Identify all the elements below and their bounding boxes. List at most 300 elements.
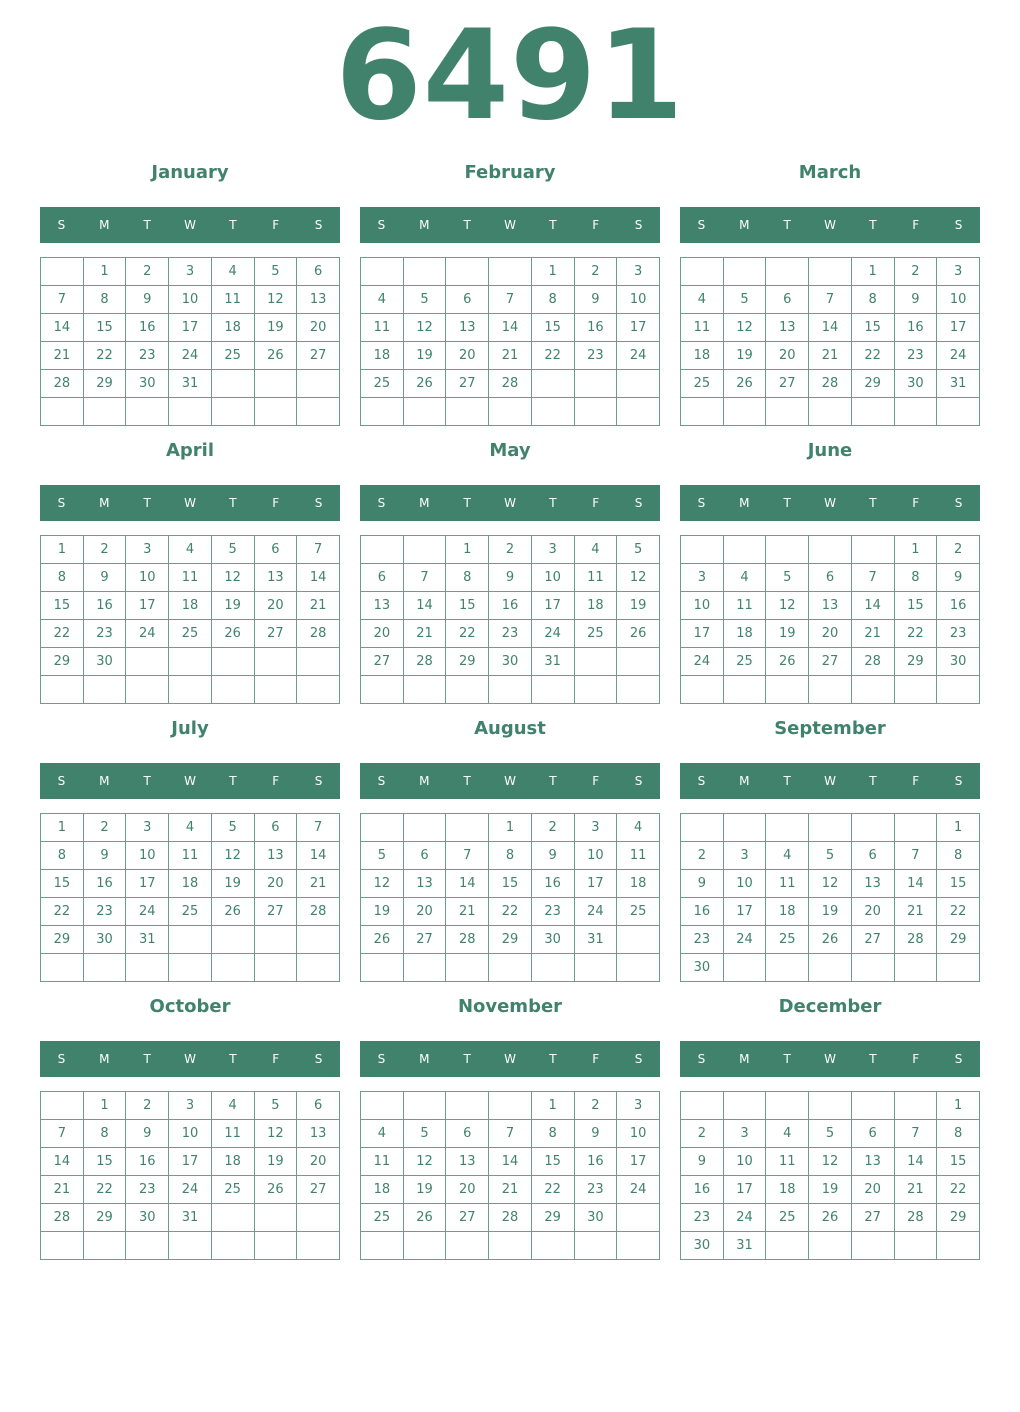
day-cell: 15 [489, 870, 532, 898]
weekday-label: S [697, 218, 706, 232]
day-cell: 3 [574, 814, 617, 842]
day-cell: 19 [617, 592, 660, 620]
weekday-label: W [504, 218, 516, 232]
empty-day-cell [254, 926, 297, 954]
weekday-label: T [783, 774, 791, 788]
empty-day-cell [617, 398, 660, 426]
empty-day-cell [211, 398, 254, 426]
week-row [41, 258, 340, 286]
day-grid [680, 1091, 980, 1260]
day-cell: 13 [851, 1148, 894, 1176]
empty-day-cell [574, 648, 617, 676]
week-row [361, 1148, 660, 1176]
day-cell: 30 [126, 370, 169, 398]
day-cell: 23 [574, 1176, 617, 1204]
day-cell: 26 [403, 1204, 446, 1232]
empty-day-cell [83, 398, 126, 426]
day-cell: 15 [531, 1148, 574, 1176]
week-row [41, 536, 340, 564]
day-cell: 30 [681, 1232, 724, 1260]
empty-day-cell [297, 1204, 340, 1232]
day-cell: 28 [894, 1204, 937, 1232]
day-cell: 29 [894, 648, 937, 676]
day-cell: 19 [766, 620, 809, 648]
day-cell: 17 [126, 870, 169, 898]
week-row [41, 1232, 340, 1260]
day-cell: 16 [531, 870, 574, 898]
week-row [361, 898, 660, 926]
day-cell: 14 [894, 1148, 937, 1176]
day-cell: 18 [361, 1176, 404, 1204]
empty-day-cell [766, 258, 809, 286]
weekday-label: S [57, 496, 66, 510]
empty-day-cell [894, 398, 937, 426]
day-cell: 11 [211, 1120, 254, 1148]
day-cell: 17 [126, 592, 169, 620]
weekday-label: T [783, 496, 791, 510]
empty-day-cell [211, 1232, 254, 1260]
empty-day-cell [126, 1232, 169, 1260]
day-cell: 5 [766, 564, 809, 592]
day-cell: 19 [361, 898, 404, 926]
day-cell: 22 [531, 1176, 574, 1204]
day-cell: 31 [531, 648, 574, 676]
day-cell: 14 [894, 870, 937, 898]
empty-day-cell [617, 954, 660, 982]
day-cell: 19 [809, 898, 852, 926]
day-cell: 4 [211, 258, 254, 286]
day-cell: 7 [297, 814, 340, 842]
weekday-label: T [463, 1052, 471, 1066]
day-cell: 12 [361, 870, 404, 898]
empty-day-cell [681, 1092, 724, 1120]
day-cell: 12 [809, 870, 852, 898]
day-cell: 21 [489, 342, 532, 370]
day-cell: 29 [83, 1204, 126, 1232]
month-name: December [778, 996, 882, 1017]
day-cell: 30 [531, 926, 574, 954]
weekday-label: W [824, 774, 836, 788]
weekday-label: T [229, 218, 237, 232]
empty-day-cell [489, 1232, 532, 1260]
day-cell: 29 [531, 1204, 574, 1232]
day-cell: 29 [41, 926, 84, 954]
day-cell: 21 [41, 1176, 84, 1204]
day-cell: 29 [489, 926, 532, 954]
day-cell: 21 [297, 592, 340, 620]
week-row [681, 1120, 980, 1148]
week-row [41, 398, 340, 426]
day-cell: 24 [681, 648, 724, 676]
weekday-label: S [377, 218, 386, 232]
day-cell: 12 [211, 842, 254, 870]
empty-day-cell [169, 954, 212, 982]
day-cell: 28 [489, 370, 532, 398]
week-row [681, 926, 980, 954]
day-cell: 18 [574, 592, 617, 620]
day-cell: 30 [83, 926, 126, 954]
day-cell: 25 [361, 1204, 404, 1232]
empty-day-cell [766, 676, 809, 704]
empty-day-cell [41, 954, 84, 982]
day-cell: 9 [126, 286, 169, 314]
day-cell: 19 [403, 1176, 446, 1204]
empty-day-cell [446, 258, 489, 286]
day-cell: 29 [851, 370, 894, 398]
weekday-label: T [549, 218, 557, 232]
day-cell: 18 [681, 342, 724, 370]
day-cell: 7 [809, 286, 852, 314]
empty-day-cell [723, 954, 766, 982]
day-cell: 12 [723, 314, 766, 342]
week-row [41, 814, 340, 842]
day-cell: 27 [254, 898, 297, 926]
day-cell: 6 [297, 1092, 340, 1120]
week-row [361, 926, 660, 954]
empty-day-cell [297, 398, 340, 426]
day-cell: 21 [894, 1176, 937, 1204]
weekday-label: S [954, 774, 963, 788]
day-cell: 2 [83, 814, 126, 842]
empty-day-cell [489, 258, 532, 286]
day-cell: 30 [894, 370, 937, 398]
day-cell: 11 [766, 1148, 809, 1176]
day-cell: 17 [723, 1176, 766, 1204]
day-cell: 7 [403, 564, 446, 592]
day-cell: 29 [937, 1204, 980, 1232]
empty-day-cell [211, 1204, 254, 1232]
day-cell: 4 [617, 814, 660, 842]
day-cell: 16 [126, 1148, 169, 1176]
day-cell: 2 [574, 258, 617, 286]
empty-day-cell [446, 814, 489, 842]
empty-day-cell [723, 258, 766, 286]
empty-day-cell [937, 954, 980, 982]
weekday-label: S [697, 774, 706, 788]
weekday-label: S [697, 1052, 706, 1066]
week-row [361, 842, 660, 870]
weekday-header [360, 485, 660, 521]
day-cell: 25 [574, 620, 617, 648]
weekday-label: T [229, 496, 237, 510]
day-cell: 3 [723, 1120, 766, 1148]
day-cell: 26 [254, 342, 297, 370]
day-cell: 25 [211, 1176, 254, 1204]
week-row [41, 870, 340, 898]
weekday-label: T [463, 496, 471, 510]
day-cell: 6 [446, 1120, 489, 1148]
day-cell: 4 [361, 1120, 404, 1148]
day-cell: 19 [211, 592, 254, 620]
day-cell: 10 [574, 842, 617, 870]
day-cell: 21 [489, 1176, 532, 1204]
empty-day-cell [403, 676, 446, 704]
weekday-label: F [272, 218, 280, 232]
weekday-header [680, 763, 980, 799]
empty-day-cell [617, 676, 660, 704]
empty-day-cell [809, 676, 852, 704]
day-cell: 12 [254, 1120, 297, 1148]
day-cell: 20 [446, 1176, 489, 1204]
week-row [361, 870, 660, 898]
week-row [41, 926, 340, 954]
weekday-header [680, 207, 980, 243]
day-cell: 20 [297, 1148, 340, 1176]
day-cell: 22 [83, 1176, 126, 1204]
empty-day-cell [723, 536, 766, 564]
weekday-header [40, 763, 340, 799]
day-cell: 16 [83, 592, 126, 620]
day-cell: 10 [169, 1120, 212, 1148]
day-cell: 2 [126, 258, 169, 286]
weekday-label: T [869, 1052, 877, 1066]
day-cell: 5 [361, 842, 404, 870]
week-row [41, 842, 340, 870]
empty-day-cell [809, 536, 852, 564]
day-cell: 13 [766, 314, 809, 342]
day-cell: 23 [574, 342, 617, 370]
empty-day-cell [574, 676, 617, 704]
day-cell: 29 [446, 648, 489, 676]
weekday-label: M [99, 1052, 110, 1066]
weekday-label: F [272, 496, 280, 510]
day-cell: 22 [446, 620, 489, 648]
week-row [361, 314, 660, 342]
day-cell: 22 [489, 898, 532, 926]
empty-day-cell [809, 814, 852, 842]
day-cell: 9 [681, 870, 724, 898]
day-cell: 1 [446, 536, 489, 564]
day-cell: 30 [489, 648, 532, 676]
empty-day-cell [937, 398, 980, 426]
day-cell: 10 [126, 564, 169, 592]
empty-day-cell [254, 1232, 297, 1260]
weekday-label: S [954, 218, 963, 232]
day-cell: 27 [297, 1176, 340, 1204]
month-name: February [464, 162, 556, 183]
weekday-label: S [954, 1052, 963, 1066]
day-cell: 23 [937, 620, 980, 648]
empty-day-cell [361, 258, 404, 286]
empty-day-cell [851, 398, 894, 426]
weekday-label: S [634, 774, 643, 788]
day-cell: 3 [723, 842, 766, 870]
day-cell: 3 [617, 258, 660, 286]
day-cell: 31 [126, 926, 169, 954]
empty-day-cell [361, 814, 404, 842]
week-row [681, 258, 980, 286]
week-row [361, 370, 660, 398]
day-cell: 1 [41, 536, 84, 564]
day-cell: 25 [169, 898, 212, 926]
day-cell: 17 [617, 1148, 660, 1176]
week-row [361, 814, 660, 842]
day-cell: 27 [446, 1204, 489, 1232]
day-cell: 25 [211, 342, 254, 370]
day-grid [40, 1091, 340, 1260]
day-cell: 11 [169, 842, 212, 870]
day-cell: 28 [894, 926, 937, 954]
week-row [41, 648, 340, 676]
day-cell: 17 [937, 314, 980, 342]
day-cell: 3 [531, 536, 574, 564]
day-cell: 24 [937, 342, 980, 370]
empty-day-cell [403, 814, 446, 842]
weekday-label: W [184, 1052, 196, 1066]
month-name: April [165, 440, 215, 461]
day-cell: 17 [169, 314, 212, 342]
weekday-label: F [912, 1052, 920, 1066]
day-cell: 14 [489, 1148, 532, 1176]
weekday-label: M [419, 218, 430, 232]
day-cell: 27 [851, 1204, 894, 1232]
day-cell: 5 [254, 258, 297, 286]
year-title: 6491 [335, 4, 685, 148]
empty-day-cell [169, 926, 212, 954]
empty-day-cell [297, 926, 340, 954]
week-row [361, 398, 660, 426]
day-cell: 1 [851, 258, 894, 286]
day-cell: 29 [83, 370, 126, 398]
day-cell: 7 [489, 1120, 532, 1148]
day-cell: 4 [361, 286, 404, 314]
day-cell: 9 [894, 286, 937, 314]
day-cell: 5 [211, 536, 254, 564]
day-cell: 24 [169, 1176, 212, 1204]
day-cell: 4 [766, 1120, 809, 1148]
empty-day-cell [211, 926, 254, 954]
empty-day-cell [41, 398, 84, 426]
day-cell: 23 [681, 1204, 724, 1232]
day-cell: 23 [894, 342, 937, 370]
day-cell: 2 [681, 842, 724, 870]
week-row [361, 592, 660, 620]
day-grid [680, 535, 980, 704]
day-cell: 13 [361, 592, 404, 620]
day-cell: 19 [254, 1148, 297, 1176]
weekday-label: F [592, 218, 600, 232]
month-name: July [171, 718, 209, 739]
weekday-label: F [912, 774, 920, 788]
day-cell: 1 [83, 258, 126, 286]
weekday-header [40, 207, 340, 243]
day-cell: 8 [937, 842, 980, 870]
day-cell: 25 [617, 898, 660, 926]
day-cell: 29 [41, 648, 84, 676]
day-cell: 13 [254, 564, 297, 592]
day-cell: 30 [681, 954, 724, 982]
day-cell: 25 [766, 1204, 809, 1232]
day-cell: 19 [809, 1176, 852, 1204]
day-cell: 1 [937, 1092, 980, 1120]
day-cell: 18 [723, 620, 766, 648]
empty-day-cell [723, 1092, 766, 1120]
day-cell: 18 [766, 898, 809, 926]
day-cell: 11 [723, 592, 766, 620]
empty-day-cell [41, 258, 84, 286]
day-cell: 6 [809, 564, 852, 592]
day-cell: 20 [766, 342, 809, 370]
day-cell: 3 [681, 564, 724, 592]
day-cell: 24 [723, 926, 766, 954]
day-cell: 3 [169, 1092, 212, 1120]
day-cell: 21 [851, 620, 894, 648]
day-cell: 14 [489, 314, 532, 342]
weekday-label: S [314, 496, 323, 510]
month-name: November [457, 996, 563, 1017]
week-row [681, 536, 980, 564]
day-cell: 16 [937, 592, 980, 620]
day-cell: 4 [169, 536, 212, 564]
day-cell: 23 [83, 620, 126, 648]
weekday-label: S [377, 496, 386, 510]
day-cell: 13 [297, 1120, 340, 1148]
day-grid [360, 257, 660, 426]
day-cell: 6 [403, 842, 446, 870]
day-cell: 4 [211, 1092, 254, 1120]
day-cell: 18 [617, 870, 660, 898]
day-cell: 28 [809, 370, 852, 398]
week-row [361, 954, 660, 982]
empty-day-cell [809, 1092, 852, 1120]
week-row [681, 370, 980, 398]
day-cell: 24 [126, 620, 169, 648]
day-cell: 15 [446, 592, 489, 620]
day-cell: 9 [937, 564, 980, 592]
day-cell: 16 [894, 314, 937, 342]
day-cell: 26 [723, 370, 766, 398]
day-cell: 1 [531, 1092, 574, 1120]
day-cell: 3 [126, 814, 169, 842]
day-cell: 24 [723, 1204, 766, 1232]
week-row [41, 1092, 340, 1120]
empty-day-cell [254, 954, 297, 982]
day-cell: 14 [41, 314, 84, 342]
empty-day-cell [681, 258, 724, 286]
day-cell: 21 [894, 898, 937, 926]
empty-day-cell [169, 676, 212, 704]
day-cell: 26 [809, 926, 852, 954]
empty-day-cell [766, 954, 809, 982]
day-cell: 13 [446, 314, 489, 342]
weekday-header [680, 485, 980, 521]
weekday-label: S [634, 1052, 643, 1066]
weekday-label: T [869, 218, 877, 232]
day-cell: 28 [403, 648, 446, 676]
day-cell: 22 [41, 620, 84, 648]
empty-day-cell [766, 814, 809, 842]
empty-day-cell [254, 398, 297, 426]
week-row [361, 1176, 660, 1204]
week-row [361, 1232, 660, 1260]
weekday-label: S [314, 218, 323, 232]
day-cell: 30 [574, 1204, 617, 1232]
week-row [681, 564, 980, 592]
empty-day-cell [809, 1232, 852, 1260]
month-name: May [489, 440, 531, 461]
day-cell: 9 [681, 1148, 724, 1176]
empty-day-cell [723, 814, 766, 842]
empty-day-cell [489, 1092, 532, 1120]
day-cell: 5 [617, 536, 660, 564]
day-cell: 23 [531, 898, 574, 926]
empty-day-cell [254, 676, 297, 704]
day-cell: 9 [83, 842, 126, 870]
day-cell: 17 [531, 592, 574, 620]
day-cell: 26 [211, 898, 254, 926]
day-cell: 14 [297, 564, 340, 592]
empty-day-cell [254, 1204, 297, 1232]
